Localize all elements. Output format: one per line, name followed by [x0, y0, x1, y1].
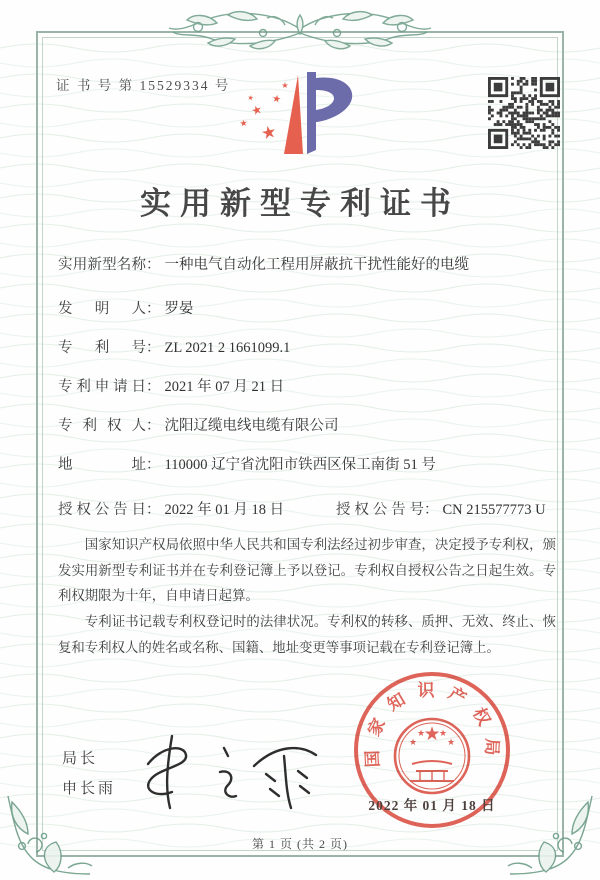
svg-text:★: ★ [259, 121, 279, 145]
field-value: 沈阳辽缆电线电缆有限公司 [164, 418, 339, 434]
svg-text:★: ★ [423, 723, 441, 745]
bottom-right-flourish-ornament [506, 788, 598, 880]
svg-text:★: ★ [446, 738, 456, 748]
legal-paragraph-2: 专利证书记载专利权登记时的法律状况。专利权的转移、质押、无效、终止、恢复和专利权人的姓名或名称、国籍、地址变更等事项记载在专利登记簿上。 [58, 614, 556, 655]
top-flourish-ornament [165, 3, 435, 55]
grant-number [336, 498, 546, 519]
field-value: 110000 辽宁省沈阳市铁西区保工南街 51 号 [164, 457, 436, 473]
page-footer: 第 1 页 (共 2 页) [252, 837, 348, 851]
grant-date [58, 498, 336, 519]
svg-text:★: ★ [246, 93, 255, 103]
field-colon: ： [146, 257, 161, 273]
field-colon: ： [146, 301, 161, 317]
field-label: 发明人 [58, 301, 146, 317]
svg-text:★: ★ [438, 729, 448, 739]
field-row-inventor [58, 298, 556, 320]
field-label: 授权公告号 [336, 502, 424, 518]
field-label: 地址 [58, 457, 146, 473]
svg-text:★: ★ [416, 729, 426, 739]
field-value: ZL 2021 2 1661099.1 [164, 340, 291, 356]
field-row-address [58, 454, 556, 476]
grant-announcement-row [58, 498, 556, 519]
field-row-patentee [58, 415, 556, 437]
legal-paragraph-1: 国家知识产权局依照中华人民共和国专利法经过初步审查，决定授予专利权，颁发实用新型专利证书并在专利登记簿上予以登记。专利权自授权公告之日起生效。专利权期限为十年，自申请日起算。 [58, 537, 556, 604]
signer-name: 申长雨 [62, 781, 117, 797]
field-value: 2021 年 07 月 21 日 [164, 379, 285, 395]
svg-text:★: ★ [281, 81, 289, 90]
cnipa-logo-icon [228, 70, 378, 170]
svg-text:★: ★ [408, 738, 418, 748]
certificate-number: 证 书 号 第 15529334 号 [56, 78, 231, 93]
signer-title: 局长 [62, 751, 99, 767]
field-colon: ： [146, 457, 161, 473]
field-label: 授权公告日 [58, 502, 146, 518]
field-list [58, 254, 556, 493]
field-label: 专利申请日 [58, 379, 146, 395]
field-row-filing-date [58, 376, 556, 398]
page-title: 实用新型专利证书 [140, 186, 460, 221]
field-value: 2022 年 01 月 18 日 [164, 502, 285, 518]
field-colon: ： [146, 340, 161, 356]
field-colon: ： [424, 502, 439, 518]
svg-text:★: ★ [271, 93, 282, 106]
seal-date: 2022 年 01 月 18 日 [368, 798, 496, 813]
field-row-patent-number [58, 337, 556, 359]
handwritten-signature-icon [128, 722, 323, 814]
field-label: 专利号 [58, 340, 146, 356]
field-colon: ： [146, 379, 161, 395]
field-value: 罗晏 [164, 301, 194, 317]
field-label: 专利权人 [58, 418, 146, 434]
field-row-patent-name [58, 254, 556, 276]
field-value: 一种电气自动化工程用屏蔽抗干扰性能好的电缆 [164, 257, 469, 273]
field-label: 实用新型名称 [58, 257, 146, 273]
field-colon: ： [146, 418, 161, 434]
field-value: CN 215577773 U [442, 502, 546, 518]
legal-text [58, 532, 556, 661]
svg-text:★: ★ [249, 101, 265, 119]
signer-block [62, 744, 116, 804]
field-colon: ： [146, 502, 161, 518]
svg-text:★: ★ [239, 118, 249, 130]
seal-text: 国家知识产权局 [362, 681, 502, 768]
qr-code [488, 77, 560, 149]
